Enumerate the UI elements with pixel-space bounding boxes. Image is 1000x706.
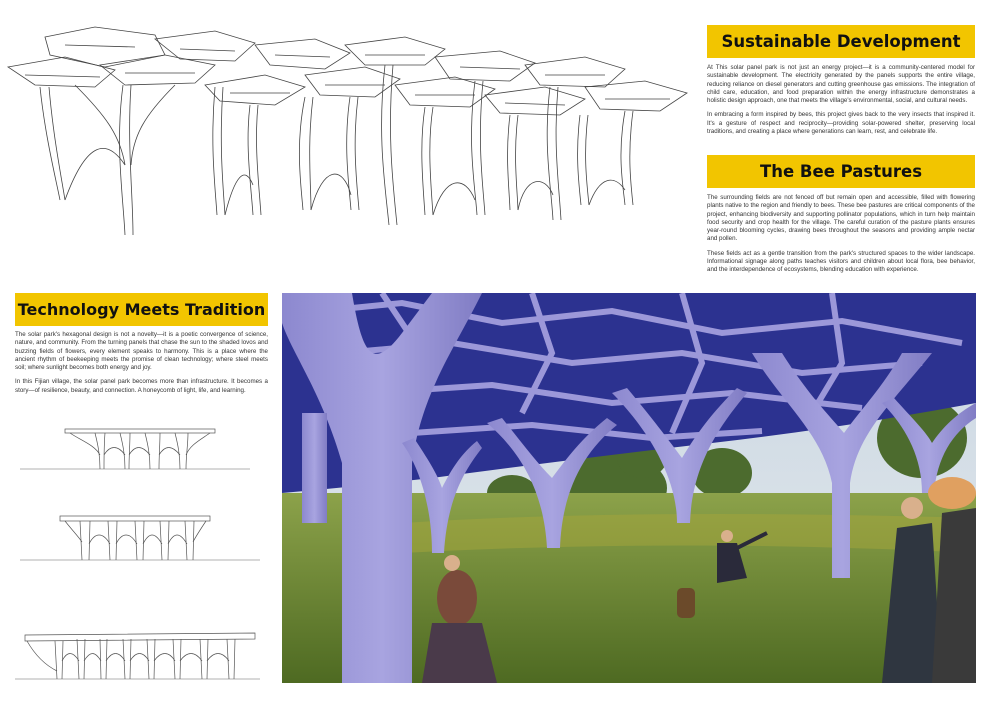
elevation-drawing-3 — [15, 625, 260, 685]
bee-title-text: The Bee Pastures — [759, 162, 923, 181]
canopy-line-drawing — [5, 25, 690, 255]
bee-pastures-title — [707, 155, 975, 188]
sustainable-paragraph-2: In embracing a form inspired by bees, this project gives back to the very insects that inspired it. It's a gesture of respect and reciprocity—providing solar-powered shelter, preserving local traditions, and creating a place where generations can learn, rest, and celebrate life. — [707, 111, 975, 136]
bee-paragraph-1: The surrounding fields are not fenced off but remain open and accessible, filled with flowering plants native to the region and friendly to bees. These bee pastures are critical components of the project, enhancing biodiversity and supporting pollinator populations, which in turn help maintain food security and crop health for the village. The careful curation of the pasture plants ensures year-round blooming cycles, drawing bees throughout the seasons and providing ample nectar and pollen. — [707, 194, 975, 243]
bee-pastures-text — [707, 194, 975, 281]
sustainable-title-text: Sustainable Development — [721, 32, 961, 51]
sustainable-development-title — [707, 25, 975, 58]
technology-tradition-title — [15, 293, 268, 326]
sustainable-development-text — [707, 64, 975, 142]
tech-paragraph-1: The solar park's hexagonal design is not a novelty—it is a poetic convergence of science, nature, and community. From the turning panels that chase the sun to the shaded lovos and buzzing fields of flowers, every element speaks to harmony. This is a place where the ancient rhythm of beekeeping meets the promise of clean technology; where steel meets soil; where sunlight becomes both energy and joy. — [15, 331, 268, 372]
elevation-drawing-1 — [20, 425, 250, 475]
tech-title-text: Technology Meets Tradition — [17, 300, 266, 319]
bee-paragraph-2: These fields act as a gentle transition from the park's structured spaces to the wider landscape. Informational signage along paths teaches visitors and children about local flora, bee behavior, and the interdependence of ecosystems, blending education with experience. — [707, 249, 975, 274]
park-perspective-render — [282, 293, 976, 683]
sustainable-paragraph-1: At This solar panel park is not just an energy project—it is a community-centered model for sustainable development. The electricity generated by the panels supports the entire village, reducing reliance on diesel generators and cutting greenhouse gas emissions. The integration of child care, education, and food preparation within the energy infrastructure demonstrates a holistic design approach, one that meets the village's environmental, social, and cultural needs. — [707, 64, 975, 105]
elevation-drawing-2 — [20, 512, 260, 564]
technology-tradition-text — [15, 331, 268, 401]
tech-paragraph-2: In this Fijian village, the solar panel park becomes more than infrastructure. It becomes a story—of resilience, beauty, and connection. A honeycomb of light, life, and learning. — [15, 378, 268, 394]
